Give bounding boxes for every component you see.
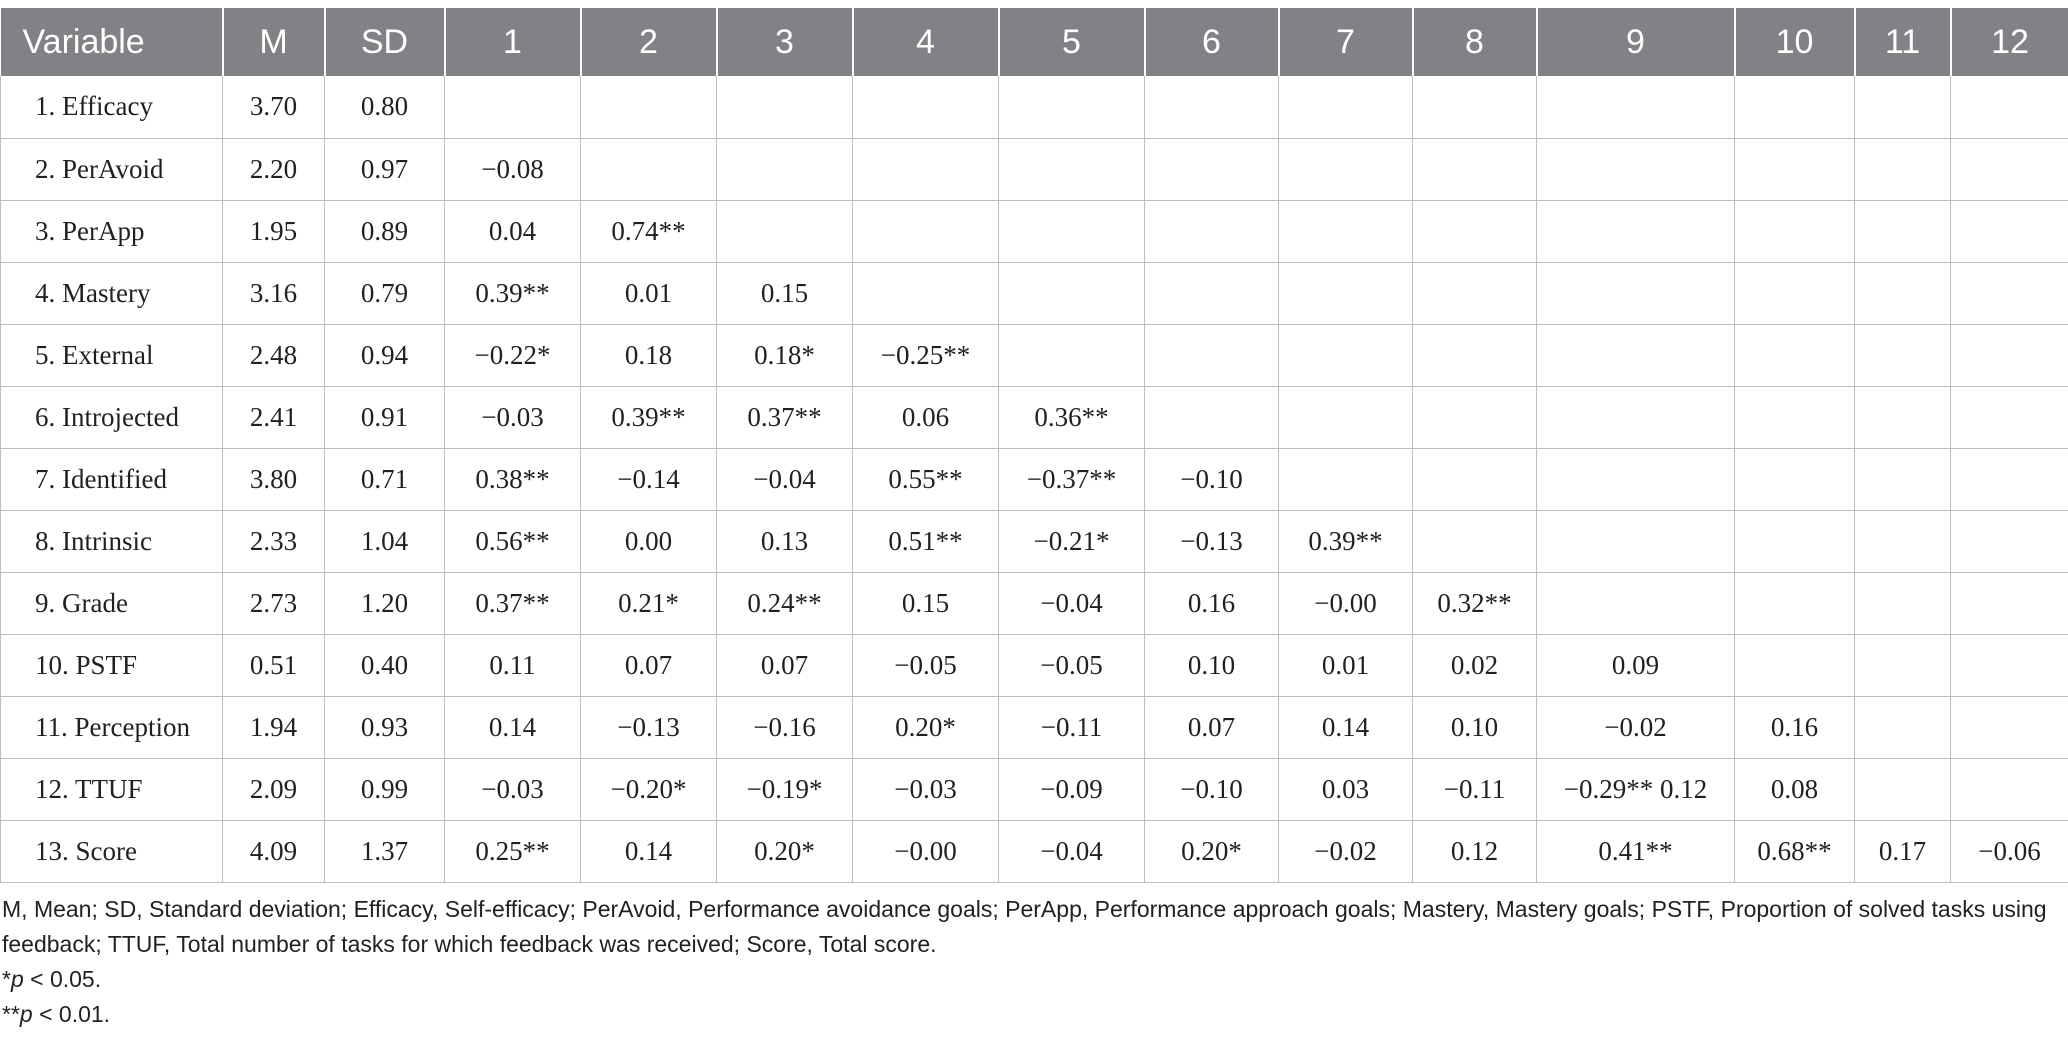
table-cell: 1.20 bbox=[325, 572, 445, 634]
table-cell: 0.10 bbox=[1413, 696, 1537, 758]
table-cell bbox=[1855, 386, 1951, 448]
table-cell bbox=[1145, 138, 1279, 200]
table-cell: 1.04 bbox=[325, 510, 445, 572]
table-cell bbox=[1537, 138, 1735, 200]
table-cell: 3.70 bbox=[223, 76, 325, 138]
table-cell: 0.74** bbox=[581, 200, 717, 262]
table-cell bbox=[853, 262, 999, 324]
table-cell bbox=[999, 200, 1145, 262]
header-col-10: 8 bbox=[1413, 8, 1537, 76]
table-cell: −0.10 bbox=[1145, 448, 1279, 510]
table-cell bbox=[1951, 510, 2068, 572]
variable-name-cell: 1. Efficacy bbox=[1, 76, 223, 138]
table-cell bbox=[1145, 262, 1279, 324]
table-cell bbox=[1413, 386, 1537, 448]
table-cell bbox=[1735, 634, 1855, 696]
table-cell: −0.04 bbox=[999, 820, 1145, 882]
table-cell bbox=[1145, 200, 1279, 262]
table-cell: 0.14 bbox=[581, 820, 717, 882]
table-cell bbox=[1735, 262, 1855, 324]
table-cell bbox=[1537, 448, 1735, 510]
variable-name-cell: 6. Introjected bbox=[1, 386, 223, 448]
table-cell: 3.80 bbox=[223, 448, 325, 510]
table-cell: 0.16 bbox=[1735, 696, 1855, 758]
correlation-table bbox=[0, 8, 2068, 883]
table-cell: −0.03 bbox=[445, 386, 581, 448]
significance-threshold: < 0.05. bbox=[23, 966, 102, 992]
table-header-row bbox=[1, 8, 2068, 76]
table-cell: 0.07 bbox=[1145, 696, 1279, 758]
table-cell bbox=[1951, 758, 2068, 820]
table-cell bbox=[1735, 200, 1855, 262]
table-cell: 0.02 bbox=[1413, 634, 1537, 696]
table-cell bbox=[1413, 324, 1537, 386]
table-cell: 0.24** bbox=[717, 572, 853, 634]
table-row bbox=[1, 758, 2068, 820]
table-cell: 0.89 bbox=[325, 200, 445, 262]
table-cell: −0.09 bbox=[999, 758, 1145, 820]
table-row bbox=[1, 324, 2068, 386]
table-cell bbox=[717, 200, 853, 262]
table-cell bbox=[581, 138, 717, 200]
table-cell: −0.21* bbox=[999, 510, 1145, 572]
header-variable: Variable bbox=[1, 8, 223, 76]
table-row bbox=[1, 386, 2068, 448]
table-cell: −0.37** bbox=[999, 448, 1145, 510]
table-cell: 1.37 bbox=[325, 820, 445, 882]
table-cell: 0.94 bbox=[325, 324, 445, 386]
table-cell: −0.08 bbox=[445, 138, 581, 200]
variable-name-cell: 3. PerApp bbox=[1, 200, 223, 262]
table-cell bbox=[1279, 138, 1413, 200]
header-col-11: 9 bbox=[1537, 8, 1735, 76]
table-cell bbox=[1735, 510, 1855, 572]
table-cell: −0.04 bbox=[717, 448, 853, 510]
table-cell bbox=[853, 76, 999, 138]
table-cell bbox=[717, 76, 853, 138]
table-cell: 0.08 bbox=[1735, 758, 1855, 820]
p-symbol: p bbox=[10, 966, 24, 992]
variable-name-cell: 10. PSTF bbox=[1, 634, 223, 696]
table-cell: 0.79 bbox=[325, 262, 445, 324]
table-cell: 0.55** bbox=[853, 448, 999, 510]
table-cell bbox=[1413, 200, 1537, 262]
table-cell: 0.04 bbox=[445, 200, 581, 262]
table-cell bbox=[1855, 448, 1951, 510]
table-cell: 0.99 bbox=[325, 758, 445, 820]
table-cell: −0.05 bbox=[853, 634, 999, 696]
table-cell: 0.21* bbox=[581, 572, 717, 634]
table-cell bbox=[999, 324, 1145, 386]
table-cell bbox=[1537, 386, 1735, 448]
table-cell: 0.16 bbox=[1145, 572, 1279, 634]
table-row bbox=[1, 696, 2068, 758]
table-cell bbox=[853, 200, 999, 262]
correlation-table-container bbox=[0, 8, 2068, 883]
table-cell: 0.10 bbox=[1145, 634, 1279, 696]
table-cell bbox=[1735, 572, 1855, 634]
table-cell: −0.02 bbox=[1537, 696, 1735, 758]
header-col-7: 5 bbox=[999, 8, 1145, 76]
table-cell bbox=[853, 138, 999, 200]
table-cell bbox=[1855, 634, 1951, 696]
table-cell: −0.13 bbox=[1145, 510, 1279, 572]
table-cell bbox=[1537, 76, 1735, 138]
table-body bbox=[1, 76, 2068, 882]
table-cell bbox=[445, 76, 581, 138]
table-cell bbox=[1855, 572, 1951, 634]
table-cell: 0.25** bbox=[445, 820, 581, 882]
variable-name-cell: 2. PerAvoid bbox=[1, 138, 223, 200]
table-cell: 0.01 bbox=[581, 262, 717, 324]
table-row bbox=[1, 200, 2068, 262]
table-cell: −0.00 bbox=[1279, 572, 1413, 634]
table-row bbox=[1, 572, 2068, 634]
table-cell bbox=[1855, 76, 1951, 138]
table-cell: −0.00 bbox=[853, 820, 999, 882]
table-cell: −0.16 bbox=[717, 696, 853, 758]
significance-marker: * bbox=[2, 966, 11, 992]
significance-marker: ** bbox=[2, 1001, 20, 1027]
table-cell: 2.20 bbox=[223, 138, 325, 200]
table-cell: 0.14 bbox=[445, 696, 581, 758]
variable-name-cell: 9. Grade bbox=[1, 572, 223, 634]
table-cell bbox=[1855, 758, 1951, 820]
table-cell bbox=[1145, 386, 1279, 448]
table-cell bbox=[1537, 510, 1735, 572]
table-cell bbox=[1951, 324, 2068, 386]
table-cell bbox=[1735, 138, 1855, 200]
table-cell: 0.37** bbox=[445, 572, 581, 634]
table-cell bbox=[1145, 324, 1279, 386]
table-cell bbox=[581, 76, 717, 138]
table-cell bbox=[1735, 448, 1855, 510]
variable-name-cell: 8. Intrinsic bbox=[1, 510, 223, 572]
table-cell: −0.25** bbox=[853, 324, 999, 386]
table-cell: 0.93 bbox=[325, 696, 445, 758]
table-cell bbox=[1413, 262, 1537, 324]
table-cell: 1.94 bbox=[223, 696, 325, 758]
table-cell: 0.36** bbox=[999, 386, 1145, 448]
header-col-6: 4 bbox=[853, 8, 999, 76]
table-cell: 2.09 bbox=[223, 758, 325, 820]
table-cell bbox=[1735, 76, 1855, 138]
header-col-3: 1 bbox=[445, 8, 581, 76]
table-cell: 0.20* bbox=[853, 696, 999, 758]
table-cell: −0.22* bbox=[445, 324, 581, 386]
table-cell: 0.37** bbox=[717, 386, 853, 448]
table-cell: −0.02 bbox=[1279, 820, 1413, 882]
table-row bbox=[1, 138, 2068, 200]
variable-name-cell: 13. Score bbox=[1, 820, 223, 882]
table-cell bbox=[1951, 696, 2068, 758]
table-cell bbox=[1537, 324, 1735, 386]
table-cell bbox=[717, 138, 853, 200]
significance-note-05 bbox=[2, 962, 2052, 997]
table-cell: 0.03 bbox=[1279, 758, 1413, 820]
table-cell: 0.71 bbox=[325, 448, 445, 510]
table-cell: 0.39** bbox=[581, 386, 717, 448]
table-cell: −0.04 bbox=[999, 572, 1145, 634]
table-cell bbox=[1413, 138, 1537, 200]
header-col-9: 7 bbox=[1279, 8, 1413, 76]
table-cell: 0.32** bbox=[1413, 572, 1537, 634]
table-cell bbox=[1951, 448, 2068, 510]
table-cell: 0.01 bbox=[1279, 634, 1413, 696]
table-cell: 0.39** bbox=[1279, 510, 1413, 572]
table-cell: 0.12 bbox=[1413, 820, 1537, 882]
header-col-14: 12 bbox=[1951, 8, 2068, 76]
abbreviation-note: M, Mean; SD, Standard deviation; Efficacy, Self-efficacy; PerAvoid, Performance avoidance goals; PerApp, Performance approach goals; Mastery, Mastery goals; PSTF, Proportion of solved tasks using feedback; TTUF, Total number of tasks for which feedback was received; Score, Total score. bbox=[2, 896, 2047, 957]
table-cell: 0.20* bbox=[1145, 820, 1279, 882]
table-cell: 0.18* bbox=[717, 324, 853, 386]
table-cell: −0.29** 0.12 bbox=[1537, 758, 1735, 820]
header-col-13: 11 bbox=[1855, 8, 1951, 76]
p-symbol: p bbox=[19, 1001, 33, 1027]
variable-name-cell: 7. Identified bbox=[1, 448, 223, 510]
table-cell: −0.05 bbox=[999, 634, 1145, 696]
variable-name-cell: 12. TTUF bbox=[1, 758, 223, 820]
table-cell: 0.41** bbox=[1537, 820, 1735, 882]
table-row bbox=[1, 510, 2068, 572]
table-cell: −0.19* bbox=[717, 758, 853, 820]
table-cell: 0.18 bbox=[581, 324, 717, 386]
table-cell bbox=[1951, 76, 2068, 138]
table-cell: 2.41 bbox=[223, 386, 325, 448]
table-cell: 0.15 bbox=[853, 572, 999, 634]
table-cell bbox=[999, 138, 1145, 200]
table-notes bbox=[2, 892, 2052, 1032]
table-row bbox=[1, 820, 2068, 882]
table-cell bbox=[1279, 76, 1413, 138]
table-cell bbox=[1951, 138, 2068, 200]
table-cell: −0.10 bbox=[1145, 758, 1279, 820]
table-cell bbox=[999, 262, 1145, 324]
header-col-8: 6 bbox=[1145, 8, 1279, 76]
table-cell bbox=[1537, 200, 1735, 262]
table-cell: 0.80 bbox=[325, 76, 445, 138]
table-cell: 0.07 bbox=[581, 634, 717, 696]
table-cell: 0.15 bbox=[717, 262, 853, 324]
header-col-1: M bbox=[223, 8, 325, 76]
table-cell: −0.11 bbox=[1413, 758, 1537, 820]
table-row bbox=[1, 76, 2068, 138]
table-cell bbox=[1537, 572, 1735, 634]
table-cell: 4.09 bbox=[223, 820, 325, 882]
table-cell: 0.51** bbox=[853, 510, 999, 572]
table-cell: 3.16 bbox=[223, 262, 325, 324]
table-cell bbox=[1145, 76, 1279, 138]
table-cell: 0.68** bbox=[1735, 820, 1855, 882]
header-col-2: SD bbox=[325, 8, 445, 76]
table-cell: 0.13 bbox=[717, 510, 853, 572]
table-cell bbox=[1279, 386, 1413, 448]
table-cell: 2.73 bbox=[223, 572, 325, 634]
table-cell: −0.11 bbox=[999, 696, 1145, 758]
table-cell: 0.17 bbox=[1855, 820, 1951, 882]
table-cell bbox=[1279, 448, 1413, 510]
table-cell bbox=[1855, 200, 1951, 262]
table-cell bbox=[1855, 696, 1951, 758]
table-cell bbox=[1855, 324, 1951, 386]
table-cell: 0.97 bbox=[325, 138, 445, 200]
table-cell: 0.06 bbox=[853, 386, 999, 448]
table-cell: −0.20* bbox=[581, 758, 717, 820]
table-cell: 0.39** bbox=[445, 262, 581, 324]
table-cell bbox=[1855, 262, 1951, 324]
table-cell bbox=[1951, 572, 2068, 634]
table-cell: 2.48 bbox=[223, 324, 325, 386]
table-cell: −0.13 bbox=[581, 696, 717, 758]
table-row bbox=[1, 448, 2068, 510]
table-cell bbox=[1951, 386, 2068, 448]
table-row bbox=[1, 634, 2068, 696]
table-cell bbox=[1413, 76, 1537, 138]
table-cell: 0.09 bbox=[1537, 634, 1735, 696]
table-cell: 0.00 bbox=[581, 510, 717, 572]
table-cell bbox=[1413, 448, 1537, 510]
table-cell: −0.03 bbox=[853, 758, 999, 820]
header-col-12: 10 bbox=[1735, 8, 1855, 76]
table-cell: 0.91 bbox=[325, 386, 445, 448]
table-row bbox=[1, 262, 2068, 324]
table-cell bbox=[1855, 510, 1951, 572]
header-col-4: 2 bbox=[581, 8, 717, 76]
table-cell bbox=[999, 76, 1145, 138]
variable-name-cell: 5. External bbox=[1, 324, 223, 386]
table-cell: −0.06 bbox=[1951, 820, 2068, 882]
table-cell bbox=[1951, 200, 2068, 262]
table-cell: −0.14 bbox=[581, 448, 717, 510]
table-cell bbox=[1951, 634, 2068, 696]
table-cell: 0.38** bbox=[445, 448, 581, 510]
table-cell bbox=[1735, 386, 1855, 448]
significance-note-01 bbox=[2, 997, 2052, 1032]
table-cell bbox=[1735, 324, 1855, 386]
significance-threshold: < 0.01. bbox=[32, 1001, 111, 1027]
table-cell bbox=[1279, 262, 1413, 324]
table-cell: 0.20* bbox=[717, 820, 853, 882]
header-col-5: 3 bbox=[717, 8, 853, 76]
table-cell: 1.95 bbox=[223, 200, 325, 262]
table-cell bbox=[1951, 262, 2068, 324]
table-cell: 0.14 bbox=[1279, 696, 1413, 758]
table-cell: 0.56** bbox=[445, 510, 581, 572]
table-cell bbox=[1279, 324, 1413, 386]
table-cell bbox=[1279, 200, 1413, 262]
table-cell bbox=[1537, 262, 1735, 324]
table-cell: −0.03 bbox=[445, 758, 581, 820]
table-cell: 0.51 bbox=[223, 634, 325, 696]
table-cell: 0.40 bbox=[325, 634, 445, 696]
variable-name-cell: 4. Mastery bbox=[1, 262, 223, 324]
table-cell: 0.11 bbox=[445, 634, 581, 696]
table-cell: 2.33 bbox=[223, 510, 325, 572]
table-cell bbox=[1413, 510, 1537, 572]
variable-name-cell: 11. Perception bbox=[1, 696, 223, 758]
table-cell: 0.07 bbox=[717, 634, 853, 696]
table-cell bbox=[1855, 138, 1951, 200]
